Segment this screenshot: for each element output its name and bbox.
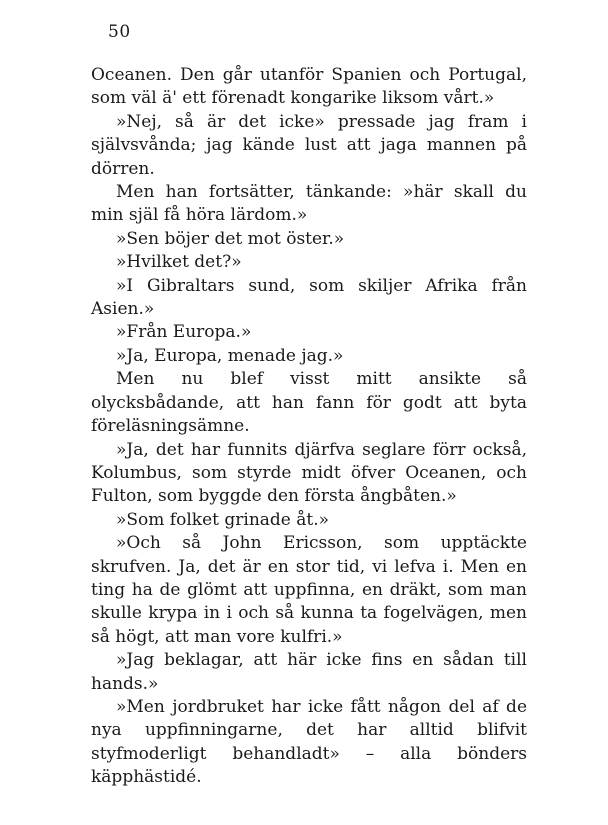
paragraph: Men han fortsätter, tänkande: »här skall du min själ få höra lärdom.» — [91, 182, 527, 226]
paragraph: »Sen böjer det mot öster.» — [116, 228, 345, 249]
paragraph: »Ja, det har funnits djärfva seglare förr också, Kolumbus, som styrde midt öfver Oceanen, och Fulton, som byggde den första ångbåten.» — [91, 439, 527, 507]
page-number: 50 — [108, 22, 131, 42]
paragraph: »I Gibraltars sund, som skiljer Afrika från Asien.» — [91, 275, 527, 320]
paragraph: »Nej, så är det icke» pressade jag fram i självsvånda; jag kände lust att jaga mannen på dörren. — [91, 111, 527, 179]
paragraph: »Jag beklagar, att här icke fins en sådan till hands.» — [91, 650, 527, 694]
paragraph: Men nu blef visst mitt ansikte så olycksbådande, att han fann för godt att byta föreläsningsämne. — [91, 369, 527, 437]
body-text — [91, 64, 527, 790]
paragraph: »Ja, Europa, menade jag.» — [116, 345, 344, 366]
paragraph: »Och så John Ericsson, som upptäckte skrufven. Ja, det är en stor tid, vi lefva i. Men en ting ha de glömt att uppfinna, en dräkt, som man skulle krypa in i och så kunna ta fogelvägen, men så högt, att man vore kulfri.» — [91, 533, 527, 647]
paragraph: »Från Europa.» — [116, 322, 252, 343]
paragraph: »Hvilket det?» — [116, 252, 242, 273]
paragraph: Oceanen. Den går utanför Spanien och Portugal, som väl ä' ett förenadt kongarike liksom vårt.» — [91, 65, 527, 109]
paragraph: »Men jordbruket har icke fått någon del af de nya uppfinningarne, det har alltid blifvit styfmoderligt behandladt» – alla bönders käpphästidé. — [91, 696, 527, 788]
paragraph: »Som folket grinade åt.» — [116, 509, 330, 530]
